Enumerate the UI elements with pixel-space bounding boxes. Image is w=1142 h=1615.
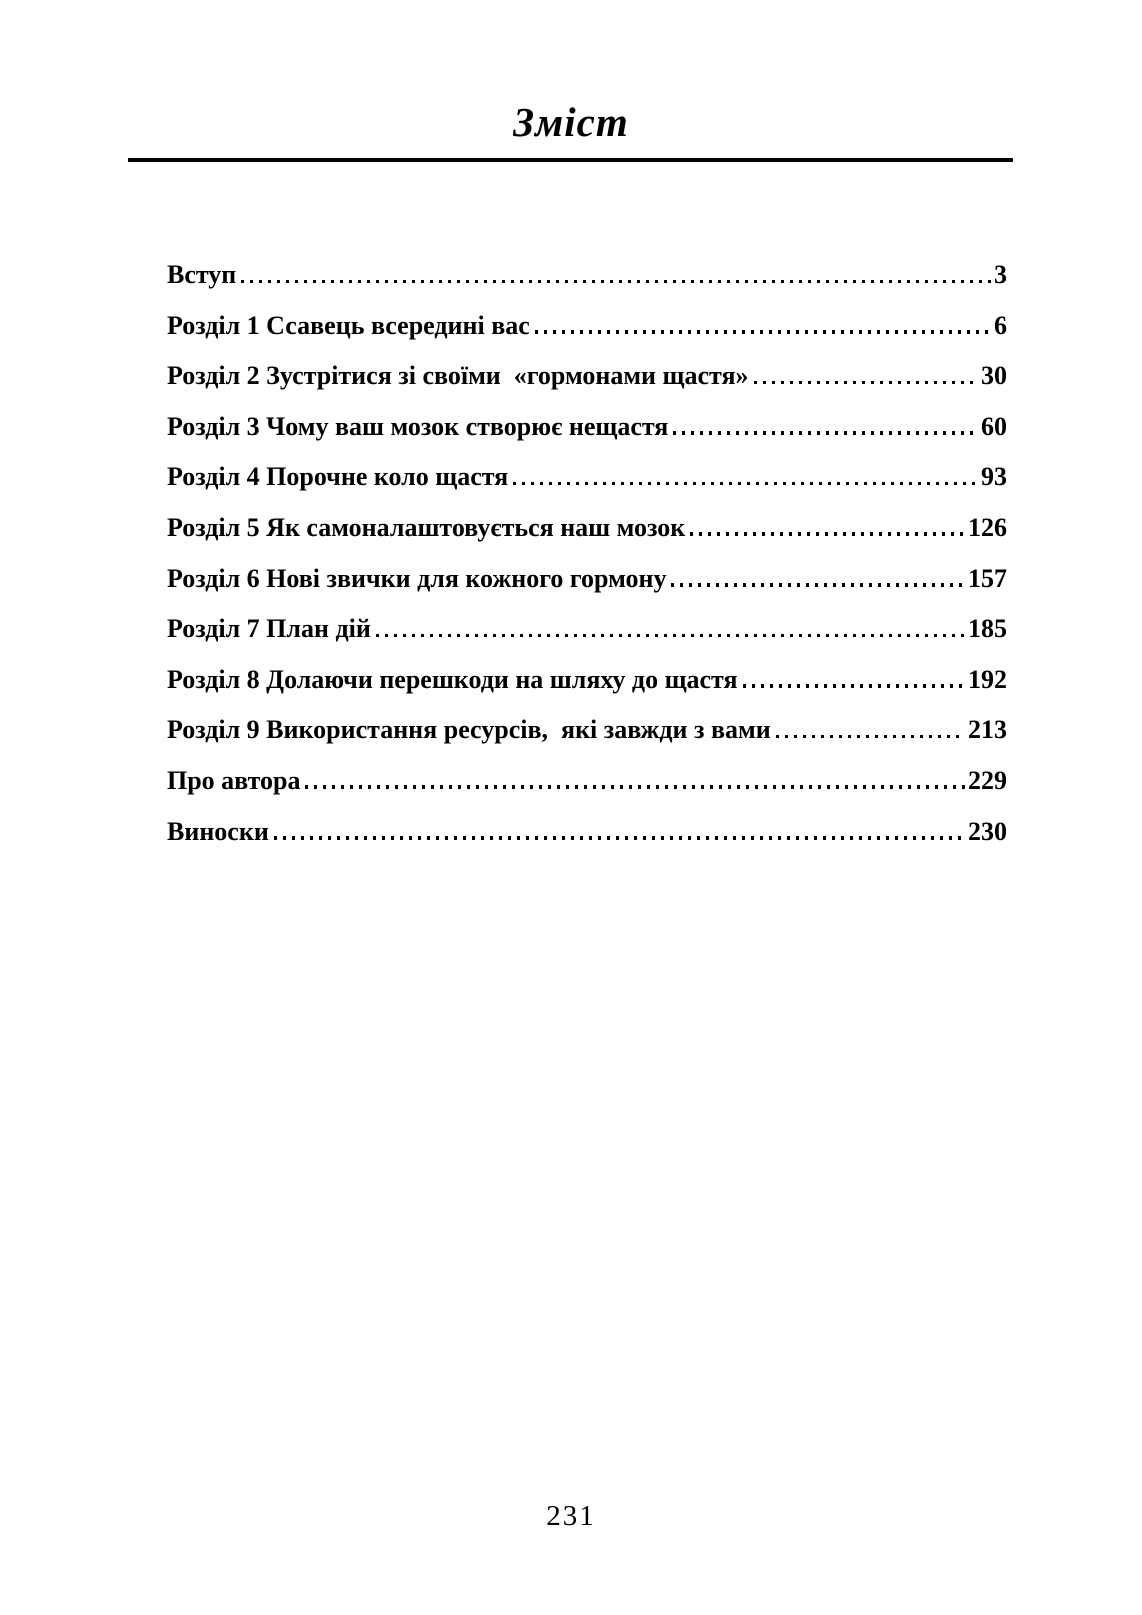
toc-entry-label: Виноски (167, 816, 269, 846)
page-number-folio: 231 (546, 1500, 596, 1532)
dot-leader (376, 634, 965, 638)
toc-entry-label: Вступ (167, 260, 237, 289)
toc-entry-label: Розділ 7 План дій (167, 614, 371, 644)
dot-leader (754, 381, 978, 385)
toc-row (167, 309, 1007, 360)
toc-entry-page-number: 213 (968, 715, 1007, 745)
toc-entry-label: Розділ 1 Ссавець всередині вас (167, 310, 530, 340)
toc-entry-page-number: 185 (968, 614, 1007, 644)
toc-entry-page-number: 6 (994, 310, 1007, 340)
toc-row (167, 511, 1007, 562)
dot-leader (274, 836, 965, 840)
toc-entry-label: Про автора (167, 765, 301, 795)
toc-entry-page-number: 60 (981, 411, 1007, 441)
dot-leader (776, 735, 965, 739)
title-divider-rule (128, 158, 1013, 162)
toc-entry-label: Розділ 6 Нові звички для кожного гормону (167, 563, 667, 593)
toc-row (167, 663, 1007, 714)
toc-entry-label: Розділ 5 Як самоналаштовується наш мозок (167, 512, 686, 542)
dot-leader (673, 431, 978, 435)
dot-leader (671, 583, 965, 587)
dot-leader (743, 684, 965, 688)
toc-row (167, 359, 1007, 410)
toc-entry-label: Розділ 3 Чому ваш мозок створює нещастя (167, 411, 669, 441)
toc-entry-page-number: 93 (981, 462, 1007, 492)
toc-entry-page-number: 192 (968, 664, 1007, 694)
toc-row (167, 410, 1007, 461)
toc-entry-label: Розділ 2 Зустрітися зі своїми «гормонами щастя» (167, 361, 749, 391)
toc-entry-label: Розділ 8 Долаючи перешкоди на шляху до щастя (167, 664, 738, 694)
dot-leader (305, 785, 965, 789)
toc-entry-page-number: 3 (994, 260, 1007, 289)
toc-entry-page-number: 157 (968, 563, 1007, 593)
toc-entry-page-number: 126 (968, 512, 1007, 542)
dot-leader (535, 330, 991, 334)
toc-row (167, 258, 1007, 309)
toc-entry-page-number: 230 (968, 816, 1007, 846)
toc-entry-label: Розділ 9 Використання ресурсів, які завжди з вами (167, 715, 771, 745)
page-title: Зміст (513, 99, 629, 145)
toc-row (167, 562, 1007, 613)
table-of-contents (167, 258, 1007, 865)
dot-leader (690, 532, 965, 536)
toc-row (167, 815, 1007, 866)
toc-row (167, 612, 1007, 663)
toc-row (167, 764, 1007, 815)
toc-row (167, 460, 1007, 511)
toc-row (167, 713, 1007, 764)
toc-entry-page-number: 229 (968, 765, 1007, 795)
dot-leader (513, 482, 978, 486)
dot-leader (241, 280, 991, 284)
toc-entry-page-number: 30 (981, 361, 1007, 391)
toc-entry-label: Розділ 4 Порочне коло щастя (167, 462, 509, 492)
